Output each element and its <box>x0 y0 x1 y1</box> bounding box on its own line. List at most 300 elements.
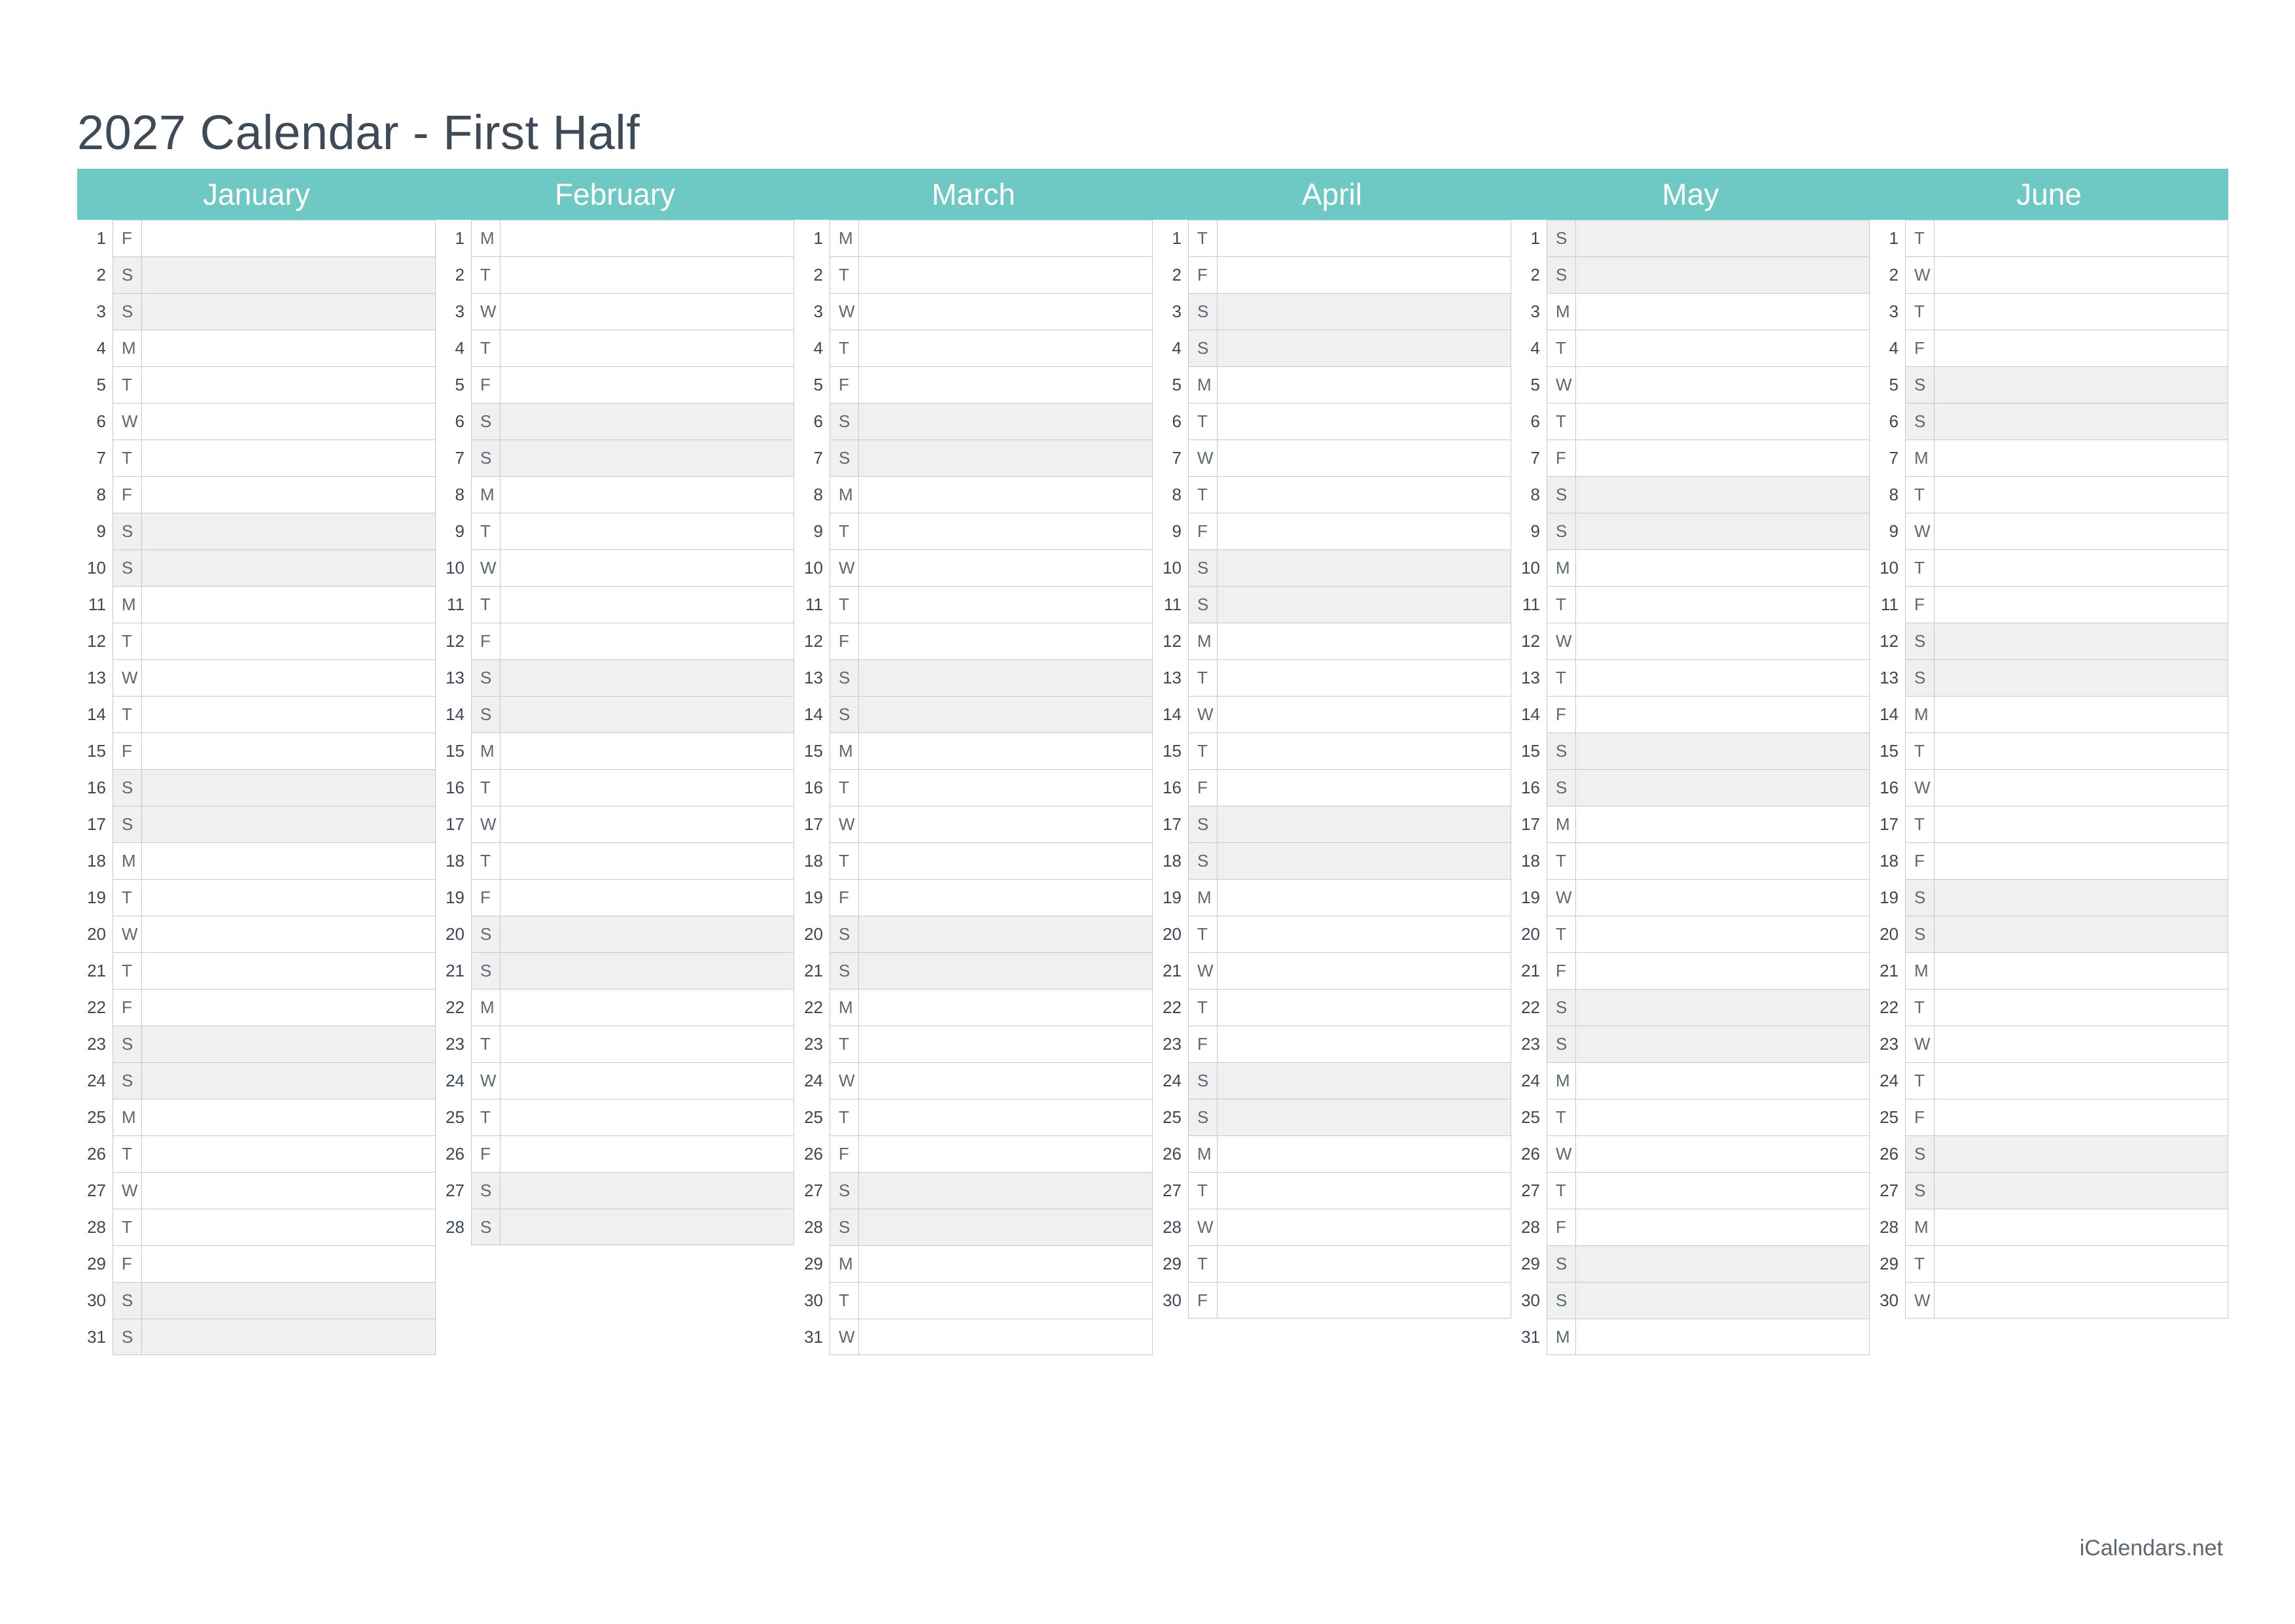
day-row <box>1511 513 1870 549</box>
day-note-field[interactable] <box>858 220 1153 256</box>
day-row <box>1511 916 1870 952</box>
day-number: 2 <box>1889 264 1899 285</box>
day-note-field[interactable] <box>141 952 436 989</box>
day-number: 1 <box>1172 228 1182 248</box>
day-note-field[interactable] <box>1217 256 1511 293</box>
day-note-field[interactable] <box>1575 1319 1870 1355</box>
day-number: 9 <box>813 521 823 541</box>
day-number: 18 <box>446 850 464 871</box>
day-note-field[interactable] <box>1934 1135 2228 1172</box>
day-note-field[interactable] <box>500 586 794 623</box>
day-note-field[interactable] <box>141 1026 436 1062</box>
day-note-field[interactable] <box>1934 659 2228 696</box>
day-of-week: F <box>830 366 858 403</box>
day-note-field[interactable] <box>858 1062 1153 1099</box>
day-of-week: T <box>1905 806 1934 842</box>
day-of-week: F <box>1547 696 1575 733</box>
day-note-field[interactable] <box>1575 659 1870 696</box>
day-number: 5 <box>813 374 823 394</box>
day-note-field[interactable] <box>1934 1172 2228 1209</box>
day-note-field[interactable] <box>141 330 436 366</box>
day-note-field[interactable] <box>1575 513 1870 549</box>
day-number: 11 <box>88 594 106 614</box>
day-note-field[interactable] <box>858 513 1153 549</box>
day-note-field[interactable] <box>1575 293 1870 330</box>
day-note-field[interactable] <box>500 1099 794 1135</box>
day-note-field[interactable] <box>1934 403 2228 440</box>
day-of-week: M <box>113 1099 141 1135</box>
day-note-field[interactable] <box>500 879 794 916</box>
day-note-field[interactable] <box>1934 366 2228 403</box>
day-note-field[interactable] <box>1575 806 1870 842</box>
day-note-field[interactable] <box>1934 952 2228 989</box>
day-note-field[interactable] <box>141 220 436 256</box>
day-number: 23 <box>446 1033 464 1054</box>
day-note-field[interactable] <box>500 989 794 1026</box>
day-note-field[interactable] <box>500 366 794 403</box>
day-number: 15 <box>87 740 106 761</box>
day-note-field[interactable] <box>858 366 1153 403</box>
day-note-field[interactable] <box>1934 806 2228 842</box>
day-note-field[interactable] <box>1575 623 1870 659</box>
day-note-field[interactable] <box>141 366 436 403</box>
day-note-field[interactable] <box>500 1135 794 1172</box>
day-row <box>1870 513 2228 549</box>
day-note-field[interactable] <box>1217 733 1511 769</box>
day-note-field[interactable] <box>141 842 436 879</box>
day-row <box>1870 769 2228 806</box>
day-note-field[interactable] <box>1934 916 2228 952</box>
day-row <box>794 330 1153 366</box>
day-note-field[interactable] <box>1217 842 1511 879</box>
day-note-field[interactable] <box>1575 440 1870 476</box>
day-number: 27 <box>1521 1180 1540 1200</box>
day-note-field[interactable] <box>1934 989 2228 1026</box>
day-note-field[interactable] <box>500 1062 794 1099</box>
day-row <box>794 1209 1153 1245</box>
day-note-field[interactable] <box>858 623 1153 659</box>
day-of-week: W <box>471 549 500 586</box>
day-note-field[interactable] <box>500 733 794 769</box>
day-of-week: W <box>113 1172 141 1209</box>
day-note-field[interactable] <box>858 1245 1153 1282</box>
day-note-field[interactable] <box>500 842 794 879</box>
day-note-field[interactable] <box>1934 220 2228 256</box>
day-note-field[interactable] <box>1575 256 1870 293</box>
day-note-field[interactable] <box>858 879 1153 916</box>
day-note-field[interactable] <box>141 403 436 440</box>
day-of-week: T <box>830 330 858 366</box>
day-note-field[interactable] <box>1217 366 1511 403</box>
day-of-week: S <box>471 916 500 952</box>
day-of-week: F <box>1905 842 1934 879</box>
day-note-field[interactable] <box>500 476 794 513</box>
day-number: 10 <box>1163 557 1182 578</box>
day-note-field[interactable] <box>1575 733 1870 769</box>
day-note-field[interactable] <box>1934 513 2228 549</box>
day-note-field[interactable] <box>1575 1062 1870 1099</box>
day-note-field[interactable] <box>1217 476 1511 513</box>
day-note-field[interactable] <box>858 476 1153 513</box>
month-header: February <box>436 169 794 220</box>
day-note-field[interactable] <box>141 696 436 733</box>
day-note-field[interactable] <box>141 1099 436 1135</box>
day-note-field[interactable] <box>1575 549 1870 586</box>
day-note-field[interactable] <box>1934 330 2228 366</box>
day-note-field[interactable] <box>1575 952 1870 989</box>
day-note-field[interactable] <box>1575 842 1870 879</box>
day-number: 19 <box>446 887 464 907</box>
day-row <box>1870 696 2228 733</box>
month-header: May <box>1511 169 1870 220</box>
day-note-field[interactable] <box>1217 806 1511 842</box>
day-note-field[interactable] <box>141 513 436 549</box>
day-note-field[interactable] <box>500 330 794 366</box>
day-note-field[interactable] <box>141 476 436 513</box>
day-of-week: S <box>1905 623 1934 659</box>
day-note-field[interactable] <box>500 293 794 330</box>
day-of-week: T <box>1188 403 1217 440</box>
day-row <box>436 549 794 586</box>
day-note-field[interactable] <box>1934 1209 2228 1245</box>
day-note-field[interactable] <box>858 989 1153 1026</box>
day-note-field[interactable] <box>1575 220 1870 256</box>
day-of-week: T <box>1547 659 1575 696</box>
day-note-field[interactable] <box>1575 1282 1870 1319</box>
day-note-field[interactable] <box>858 1026 1153 1062</box>
day-note-field[interactable] <box>500 403 794 440</box>
day-number: 2 <box>1172 264 1182 285</box>
day-note-field[interactable] <box>858 806 1153 842</box>
day-note-field[interactable] <box>1934 476 2228 513</box>
day-note-field[interactable] <box>858 1135 1153 1172</box>
day-note-field[interactable] <box>1575 403 1870 440</box>
day-note-field[interactable] <box>1934 440 2228 476</box>
day-of-week: F <box>471 623 500 659</box>
day-row <box>1511 476 1870 513</box>
day-note-field[interactable] <box>1217 1026 1511 1062</box>
day-note-field[interactable] <box>858 1172 1153 1209</box>
day-note-field[interactable] <box>1217 952 1511 989</box>
day-note-field[interactable] <box>1217 403 1511 440</box>
day-note-field[interactable] <box>1934 769 2228 806</box>
day-note-field[interactable] <box>141 769 436 806</box>
day-of-week: T <box>1547 916 1575 952</box>
day-note-field[interactable] <box>500 769 794 806</box>
day-of-week: T <box>1547 1172 1575 1209</box>
day-row <box>77 330 436 366</box>
day-note-field[interactable] <box>858 1209 1153 1245</box>
day-of-week: T <box>1905 989 1934 1026</box>
day-note-field[interactable] <box>1934 1062 2228 1099</box>
day-note-field[interactable] <box>858 842 1153 879</box>
day-row <box>1153 1282 1511 1319</box>
day-note-field[interactable] <box>1217 1062 1511 1099</box>
day-note-field[interactable] <box>500 1026 794 1062</box>
day-number: 3 <box>1889 301 1899 321</box>
day-row <box>77 476 436 513</box>
day-of-week: T <box>1547 586 1575 623</box>
day-row <box>436 733 794 769</box>
day-note-field[interactable] <box>500 659 794 696</box>
day-note-field[interactable] <box>141 916 436 952</box>
day-note-field[interactable] <box>1575 1209 1870 1245</box>
day-number: 29 <box>1163 1253 1182 1273</box>
day-of-week: W <box>1905 1282 1934 1319</box>
day-of-week: F <box>1547 1209 1575 1245</box>
day-number: 19 <box>1163 887 1182 907</box>
day-note-field[interactable] <box>141 1135 436 1172</box>
day-row <box>794 769 1153 806</box>
day-note-field[interactable] <box>1217 440 1511 476</box>
month-inner <box>436 169 794 1355</box>
day-note-field[interactable] <box>141 1319 436 1355</box>
day-note-field[interactable] <box>141 586 436 623</box>
day-note-field[interactable] <box>1217 879 1511 916</box>
day-number: 25 <box>446 1107 464 1127</box>
day-number: 10 <box>1521 557 1540 578</box>
day-note-field[interactable] <box>500 256 794 293</box>
day-note-field[interactable] <box>1575 1026 1870 1062</box>
day-row <box>436 1135 794 1172</box>
day-row <box>436 256 794 293</box>
day-number: 15 <box>1163 740 1182 761</box>
day-row <box>1870 1026 2228 1062</box>
day-note-field[interactable] <box>500 1172 794 1209</box>
day-row <box>794 1135 1153 1172</box>
day-number: 21 <box>804 960 823 980</box>
day-note-field[interactable] <box>858 1099 1153 1135</box>
day-note-field[interactable] <box>858 256 1153 293</box>
day-number: 9 <box>1172 521 1182 541</box>
day-note-field[interactable] <box>500 952 794 989</box>
day-of-week: S <box>113 1062 141 1099</box>
day-of-week: S <box>471 1172 500 1209</box>
day-note-field[interactable] <box>141 440 436 476</box>
day-number: 21 <box>446 960 464 980</box>
day-row <box>1511 952 1870 989</box>
day-note-field[interactable] <box>1575 366 1870 403</box>
day-of-week: T <box>1905 549 1934 586</box>
day-note-field[interactable] <box>858 659 1153 696</box>
day-note-field[interactable] <box>1934 1099 2228 1135</box>
day-number: 16 <box>1880 777 1899 797</box>
day-note-field[interactable] <box>858 330 1153 366</box>
day-of-week: S <box>113 1282 141 1319</box>
day-note-field[interactable] <box>1934 1282 2228 1319</box>
day-note-field[interactable] <box>141 733 436 769</box>
day-note-field[interactable] <box>858 1319 1153 1355</box>
day-number: 10 <box>1880 557 1899 578</box>
day-of-week: M <box>1547 1319 1575 1355</box>
day-note-field[interactable] <box>500 623 794 659</box>
day-number: 29 <box>1521 1253 1540 1273</box>
day-number: 12 <box>1521 631 1540 651</box>
day-note-field[interactable] <box>1217 330 1511 366</box>
day-note-field[interactable] <box>500 806 794 842</box>
day-row <box>794 1319 1153 1355</box>
day-note-field[interactable] <box>858 952 1153 989</box>
day-row <box>794 366 1153 403</box>
month-inner <box>77 169 436 1355</box>
day-note-field[interactable] <box>1217 1282 1511 1319</box>
day-row <box>794 513 1153 549</box>
day-number: 29 <box>87 1253 106 1273</box>
day-note-field[interactable] <box>1217 1245 1511 1282</box>
day-note-field[interactable] <box>1575 916 1870 952</box>
day-note-field[interactable] <box>1934 293 2228 330</box>
day-row <box>436 476 794 513</box>
day-of-week: S <box>1905 1135 1934 1172</box>
day-row <box>1870 366 2228 403</box>
day-number: 22 <box>804 997 823 1017</box>
day-note-field[interactable] <box>1575 476 1870 513</box>
day-note-field[interactable] <box>1217 1209 1511 1245</box>
day-note-field[interactable] <box>858 586 1153 623</box>
day-note-field[interactable] <box>141 623 436 659</box>
day-of-week: M <box>113 330 141 366</box>
day-note-field[interactable] <box>1934 696 2228 733</box>
day-note-field[interactable] <box>1217 696 1511 733</box>
day-number: 18 <box>1880 850 1899 871</box>
day-of-week: S <box>1547 513 1575 549</box>
day-number: 7 <box>813 447 823 468</box>
day-number: 30 <box>804 1290 823 1310</box>
day-note-field[interactable] <box>1934 733 2228 769</box>
day-note-field[interactable] <box>500 916 794 952</box>
day-row <box>794 733 1153 769</box>
day-note-field[interactable] <box>1217 586 1511 623</box>
day-number: 20 <box>1163 924 1182 944</box>
day-note-field[interactable] <box>141 879 436 916</box>
day-note-field[interactable] <box>1575 1135 1870 1172</box>
day-note-field[interactable] <box>858 769 1153 806</box>
day-of-week: S <box>113 513 141 549</box>
day-note-field[interactable] <box>1575 1099 1870 1135</box>
day-note-field[interactable] <box>1575 696 1870 733</box>
day-note-field[interactable] <box>1217 220 1511 256</box>
day-note-field[interactable] <box>500 440 794 476</box>
day-of-week: M <box>1905 952 1934 989</box>
day-note-field[interactable] <box>1217 513 1511 549</box>
month-day-list <box>1511 220 1870 1355</box>
day-note-field[interactable] <box>858 1282 1153 1319</box>
day-of-week: S <box>471 403 500 440</box>
day-note-field[interactable] <box>141 659 436 696</box>
day-row <box>436 1282 794 1319</box>
day-row <box>794 989 1153 1026</box>
day-of-week: M <box>113 842 141 879</box>
day-note-field[interactable] <box>858 733 1153 769</box>
day-row <box>1870 842 2228 879</box>
day-row <box>77 403 436 440</box>
day-note-field[interactable] <box>500 549 794 586</box>
day-of-week: W <box>1547 623 1575 659</box>
day-number: 19 <box>1521 887 1540 907</box>
day-note-field[interactable] <box>141 293 436 330</box>
day-note-field[interactable] <box>858 916 1153 952</box>
day-note-field[interactable] <box>1217 769 1511 806</box>
day-note-field[interactable] <box>141 989 436 1026</box>
day-note-field[interactable] <box>141 1062 436 1099</box>
day-note-field[interactable] <box>1575 989 1870 1026</box>
day-note-field[interactable] <box>1575 330 1870 366</box>
day-note-field[interactable] <box>1575 1172 1870 1209</box>
day-row <box>436 842 794 879</box>
day-row <box>1153 586 1511 623</box>
day-number: 5 <box>455 374 464 394</box>
day-note-field[interactable] <box>1934 549 2228 586</box>
day-note-field[interactable] <box>141 549 436 586</box>
day-note-field[interactable] <box>1217 1172 1511 1209</box>
day-row <box>794 293 1153 330</box>
day-note-field[interactable] <box>1575 879 1870 916</box>
day-note-field[interactable] <box>858 549 1153 586</box>
day-note-field[interactable] <box>1934 879 2228 916</box>
day-note-field[interactable] <box>1217 623 1511 659</box>
day-note-field[interactable] <box>141 256 436 293</box>
day-of-week: T <box>830 769 858 806</box>
day-row <box>1511 1319 1870 1355</box>
day-of-week: M <box>830 733 858 769</box>
day-note-field[interactable] <box>500 696 794 733</box>
day-of-week: T <box>1905 733 1934 769</box>
day-number: 19 <box>87 887 106 907</box>
day-row <box>794 659 1153 696</box>
day-note-field[interactable] <box>1217 549 1511 586</box>
day-note-field[interactable] <box>1217 659 1511 696</box>
day-note-field[interactable] <box>1575 769 1870 806</box>
day-note-field[interactable] <box>141 1282 436 1319</box>
day-number: 6 <box>96 411 106 431</box>
day-row <box>1511 1099 1870 1135</box>
day-note-field[interactable] <box>1217 293 1511 330</box>
day-of-week: F <box>1188 513 1217 549</box>
day-note-field[interactable] <box>1934 586 2228 623</box>
day-note-field[interactable] <box>141 806 436 842</box>
day-note-field[interactable] <box>141 1245 436 1282</box>
day-note-field[interactable] <box>141 1172 436 1209</box>
day-note-field[interactable] <box>141 1209 436 1245</box>
day-note-field[interactable] <box>1934 256 2228 293</box>
day-row <box>436 403 794 440</box>
day-number: 16 <box>1163 777 1182 797</box>
day-note-field[interactable] <box>1934 623 2228 659</box>
day-note-field[interactable] <box>500 1209 794 1245</box>
day-note-field[interactable] <box>1934 1245 2228 1282</box>
month-inner <box>1511 169 1870 1355</box>
day-number: 8 <box>1889 484 1899 504</box>
day-note-field[interactable] <box>1217 1099 1511 1135</box>
day-note-field[interactable] <box>1217 989 1511 1026</box>
day-row <box>1870 1319 2228 1355</box>
day-note-field[interactable] <box>858 293 1153 330</box>
day-note-field[interactable] <box>500 220 794 256</box>
day-note-field[interactable] <box>1575 586 1870 623</box>
day-note-field[interactable] <box>1934 1026 2228 1062</box>
day-note-field[interactable] <box>858 440 1153 476</box>
day-note-field[interactable] <box>858 696 1153 733</box>
day-of-week: T <box>113 623 141 659</box>
day-note-field[interactable] <box>1217 916 1511 952</box>
day-note-field[interactable] <box>1575 1245 1870 1282</box>
day-note-field[interactable] <box>1934 842 2228 879</box>
day-note-field[interactable] <box>858 403 1153 440</box>
day-note-field[interactable] <box>500 513 794 549</box>
day-note-field[interactable] <box>1217 1135 1511 1172</box>
day-row <box>1153 293 1511 330</box>
day-of-week: F <box>1547 440 1575 476</box>
